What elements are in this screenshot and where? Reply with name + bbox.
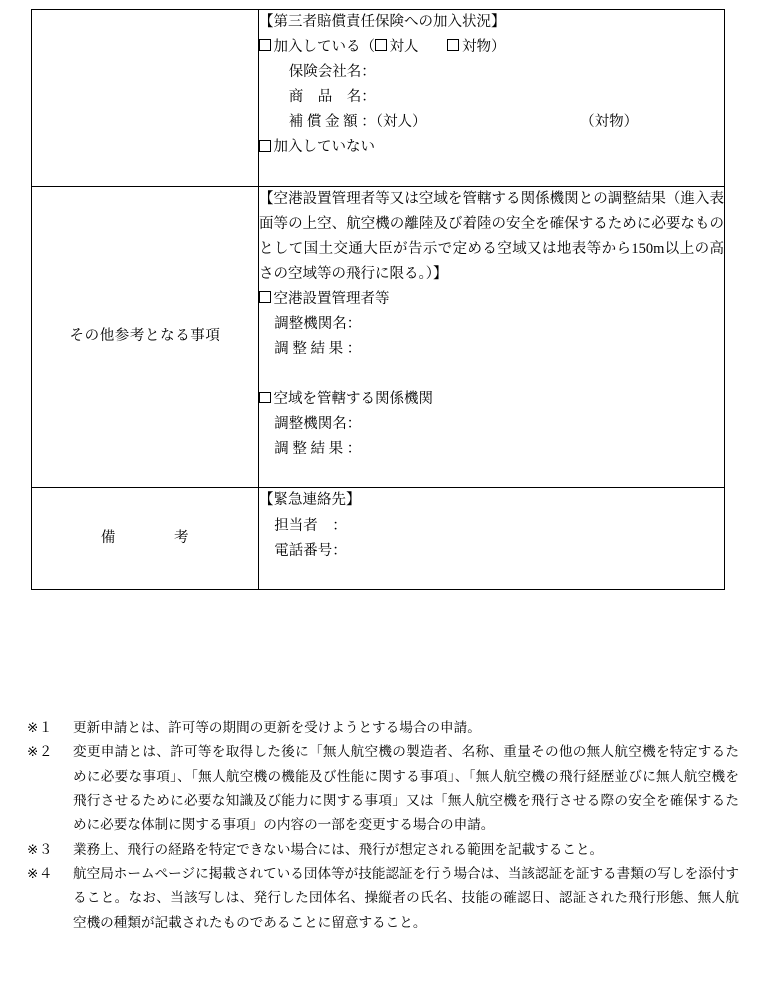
insurance-amount-field[interactable] [259,110,724,135]
coordination-airport-line [259,287,724,312]
insurance-enrolled-line [259,35,724,60]
footnote-mark-2: ※２ [27,744,53,760]
table-row-remarks [32,488,725,589]
table-row-insurance [32,10,725,187]
insurance-not-enrolled-line [259,135,724,160]
insurance-enrolled-label: 加入している [273,39,361,56]
paren-open: （ [360,39,375,56]
coordination-airspace-line [259,387,724,412]
application-form-table [31,9,725,590]
insurance-amount-object: （対物） [580,114,639,131]
coordination-airspace-org-field[interactable]: 調整機関名： [274,416,362,433]
insurance-amount-person: （対人） [375,114,427,131]
insurance-opt-person: 対人 [389,39,419,56]
checkbox-icon-not-enrolled[interactable] [259,140,271,152]
insurance-amount-label: 補 償 金 額 ： [288,114,376,131]
coordination-airspace-label: 空域を管轄する関係機関 [273,391,433,408]
footnotes-list [27,716,739,935]
remarks-heading: 【緊急連絡先】 [259,492,361,509]
footnote-mark-3: ※３ [27,841,53,857]
checkbox-icon-airport-administrator[interactable] [259,291,271,303]
insurance-heading: 【第三者賠償責任保険への加入状況】 [259,14,506,30]
paren-close: ） [490,39,506,56]
footnote-item-2 [27,740,739,837]
coordination-airport-result-field[interactable]: 調 整 結 果 ： [274,341,362,358]
row-label-remarks [32,488,259,589]
remarks-label-char-1: 備 [100,530,116,547]
insurance-product-field[interactable]: 商 品 名： [288,89,376,106]
footnote-text-3 [73,838,739,862]
cell-bottom-spacer [259,160,724,185]
cell-bottom-spacer-2 [259,462,724,487]
remarks-phone-field[interactable]: 電話番号： [274,542,347,559]
footnote-mark-4: ※４ [27,865,53,881]
checkbox-icon-object[interactable] [447,39,459,51]
footnote-paragraph: 更新申請とは、許可等の期間の更新を受けようとする場合の申請。 [73,720,481,735]
coordination-heading-paragraph: 【空港設置管理者等又は空域を管轄する関係機関との調整結果（進入表面等の上空、航空機の離陸及び着陸の安全を確保するために必要なものとして国土交通大臣が告示で定める空域又は地表等から150m以上の高さの空域等の飛行に限る。）】 [259,190,724,282]
footnote-paragraph: 変更申請とは、許可等を取得した後に「無人航空機の製造者、名称、重量その他の無人航空機を特定するために必要な事項」、「無人航空機の機能及び性能に関する事項」、「無人航空機の飛行経歴並びに無人航空機を飛行させるために必要な知識及び能力に関する事項」又は「無人航空機を飛行させる際の安全を確保するために必要な体制に関する事項」の内容の一部を変更する場合の申請。 [73,744,739,833]
table-row-coordination [32,186,725,488]
checkbox-icon-person[interactable] [375,39,387,51]
footnote-item-3 [27,838,739,862]
footnote-text-4 [73,862,739,935]
coordination-mid-spacer [259,362,724,387]
cell-bottom-spacer-3 [259,564,724,589]
footnote-paragraph: 航空局ホームページに掲載されている団体等が技能認証を行う場合は、当該認証を証する書類の写しを添付すること。なお、当該写しは、発行した団体名、操縦者の氏名、技能の確認日、認証された飛行形態、無人航空機の種類が記載されたものであることに留意すること。 [73,865,739,930]
checkbox-icon-enrolled[interactable] [259,39,271,51]
coordination-airspace-result-field[interactable]: 調 整 結 果 ： [274,441,362,458]
remarks-cell [259,488,725,589]
row-label-empty [32,10,259,187]
insurance-cell [259,10,725,187]
remarks-person-field[interactable]: 担当者 ： [274,517,347,534]
footnote-item-4 [27,862,739,935]
remarks-label-char-2: 考 [174,530,190,547]
footnote-mark-1: ※１ [27,720,53,735]
footnote-paragraph: 業務上、飛行の経路を特定できない場合には、飛行が想定される範囲を記載すること。 [73,841,604,857]
footnote-text-2 [73,740,739,837]
coordination-airport-label: 空港設置管理者等 [273,290,390,307]
insurance-opt-object: 対物 [461,39,491,56]
checkbox-icon-airspace-authority[interactable] [259,392,271,404]
footnote-item-1 [27,716,739,740]
insurance-company-field[interactable]: 保険会社名： [288,64,376,81]
coordination-airport-org-field[interactable]: 調整機関名： [274,315,362,332]
footnote-text-1 [73,716,739,740]
row-label-other-matters: その他参考となる事項 [32,186,259,488]
insurance-not-enrolled-label: 加入していない [273,139,375,156]
coordination-cell [259,186,725,488]
